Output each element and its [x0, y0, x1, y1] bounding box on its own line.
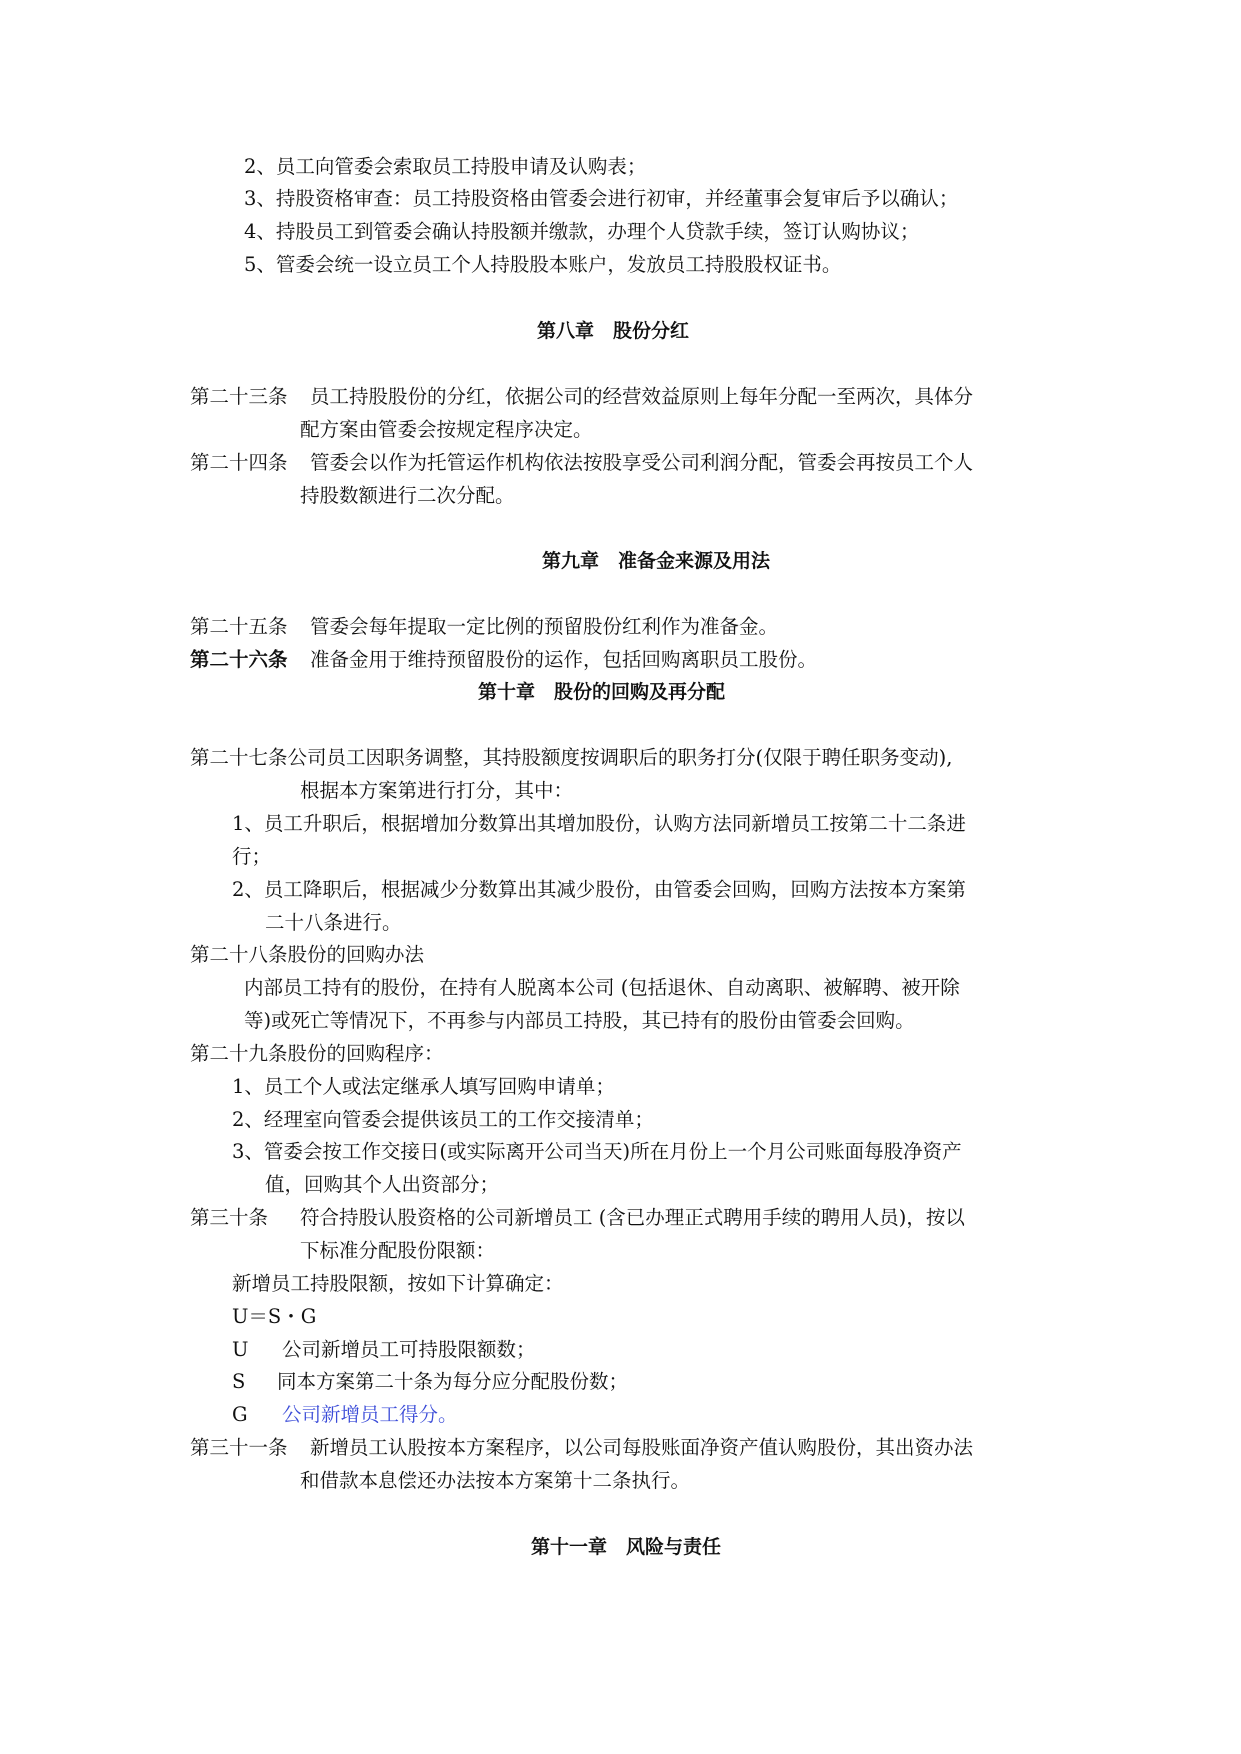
step-4: 4、持股员工到管委会确认持股额并缴款，办理个人贷款手续，签订认购协议；	[244, 220, 920, 243]
article-23-line-2: 配方案由管委会按规定程序决定。	[300, 418, 593, 441]
article-29-item-3-line-2: 值，回购其个人出资部分；	[265, 1173, 500, 1196]
step-3: 3、持股资格审查：员工持股资格由管委会进行初审，并经董事会复审后予以确认；	[244, 187, 959, 210]
article-27-item-2-line-2: 二十八条进行。	[265, 911, 402, 934]
article-29-item-1: 1、员工个人或法定继承人填写回购申请单；	[232, 1075, 615, 1098]
chapter-8-title: 第八章 股份分红	[537, 320, 690, 342]
article-30-line-2: 下标准分配股份限额：	[300, 1239, 496, 1262]
article-23-label: 第二十三条	[190, 385, 288, 408]
article-31-line-1: 新增员工认股按本方案程序，以公司每股账面净资产值认购股份，其出资办法	[310, 1436, 974, 1459]
u-symbol: U	[232, 1338, 249, 1361]
u-definition: 公司新增员工可持股限额数；	[282, 1338, 536, 1361]
article-27-line-2: 根据本方案第进行打分，其中：	[300, 779, 574, 802]
article-27-item-1-line-1: 1、员工升职后，根据增加分数算出其增加股份，认购方法同新增员工按第二十二条进	[232, 812, 966, 835]
article-27-line-1: 第二十七条公司员工因职务调整，其持股额度按调职后的职务打分(仅限于聘任职务变动),	[190, 746, 953, 769]
article-30-label: 第三十条	[190, 1206, 269, 1229]
article-28-line-2: 等)或死亡等情况下，不再参与内部员工持股，其已持有的股份由管委会回购。	[244, 1009, 915, 1032]
article-28-line-1: 内部员工持有的股份，在持有人脱离本公司 (包括退休、自动离职、被解聘、被开除	[244, 976, 960, 999]
chapter-10-title: 第十章 股份的回购及再分配	[478, 681, 726, 703]
s-symbol: S	[232, 1370, 246, 1393]
g-symbol: G	[232, 1403, 248, 1426]
step-2: 2、员工向管委会索取员工持股申请及认购表；	[244, 155, 647, 178]
chapter-11-title: 第十一章 风险与责任	[531, 1536, 722, 1558]
article-31-label: 第三十一条	[190, 1436, 288, 1459]
article-26-text: 准备金用于维持预留股份的运作，包括回购离职员工股份。	[310, 648, 818, 671]
article-29-item-3-line-1: 3、管委会按工作交接日(或实际离开公司当天)所在月份上一个月公司账面每股净资产	[232, 1140, 962, 1163]
article-29-label: 第二十九条股份的回购程序：	[190, 1042, 444, 1065]
article-25-text: 管委会每年提取一定比例的预留股份红利作为准备金。	[310, 615, 779, 638]
article-30-line-1: 符合持股认股资格的公司新增员工 (含已办理正式聘用手续的聘用人员)，按以	[300, 1206, 965, 1229]
article-29-item-2: 2、经理室向管委会提供该员工的工作交接清单；	[232, 1108, 654, 1131]
article-27-item-1-line-2: 行；	[232, 845, 272, 868]
article-25-label: 第二十五条	[190, 615, 288, 638]
article-24-line-1: 管委会以作为托管运作机构依法按股享受公司利润分配，管委会再按员工个人	[310, 451, 974, 474]
g-definition: 公司新增员工得分。	[282, 1403, 458, 1426]
article-24-label: 第二十四条	[190, 451, 288, 474]
article-31-line-2: 和借款本息偿还办法按本方案第十二条执行。	[300, 1469, 691, 1492]
s-definition: 同本方案第二十条为每分应分配股份数；	[277, 1370, 629, 1393]
article-30-intro: 新增员工持股限额，按如下计算确定：	[232, 1272, 564, 1295]
step-5: 5、管委会统一设立员工个人持股股本账户，发放员工持股股权证书。	[244, 253, 842, 276]
chapter-9-title: 第九章 准备金来源及用法	[542, 550, 771, 572]
formula: U＝S・G	[232, 1305, 317, 1328]
article-28-label: 第二十八条股份的回购办法	[190, 943, 425, 966]
article-24-line-2: 持股数额进行二次分配。	[300, 484, 515, 507]
article-27-item-2-line-1: 2、员工降职后，根据减少分数算出其减少股份，由管委会回购，回购方法按本方案第	[232, 878, 966, 901]
article-26-label: 第二十六条	[190, 648, 288, 671]
article-23-line-1: 员工持股股份的分红，依据公司的经营效益原则上每年分配一至两次，具体分	[310, 385, 974, 408]
